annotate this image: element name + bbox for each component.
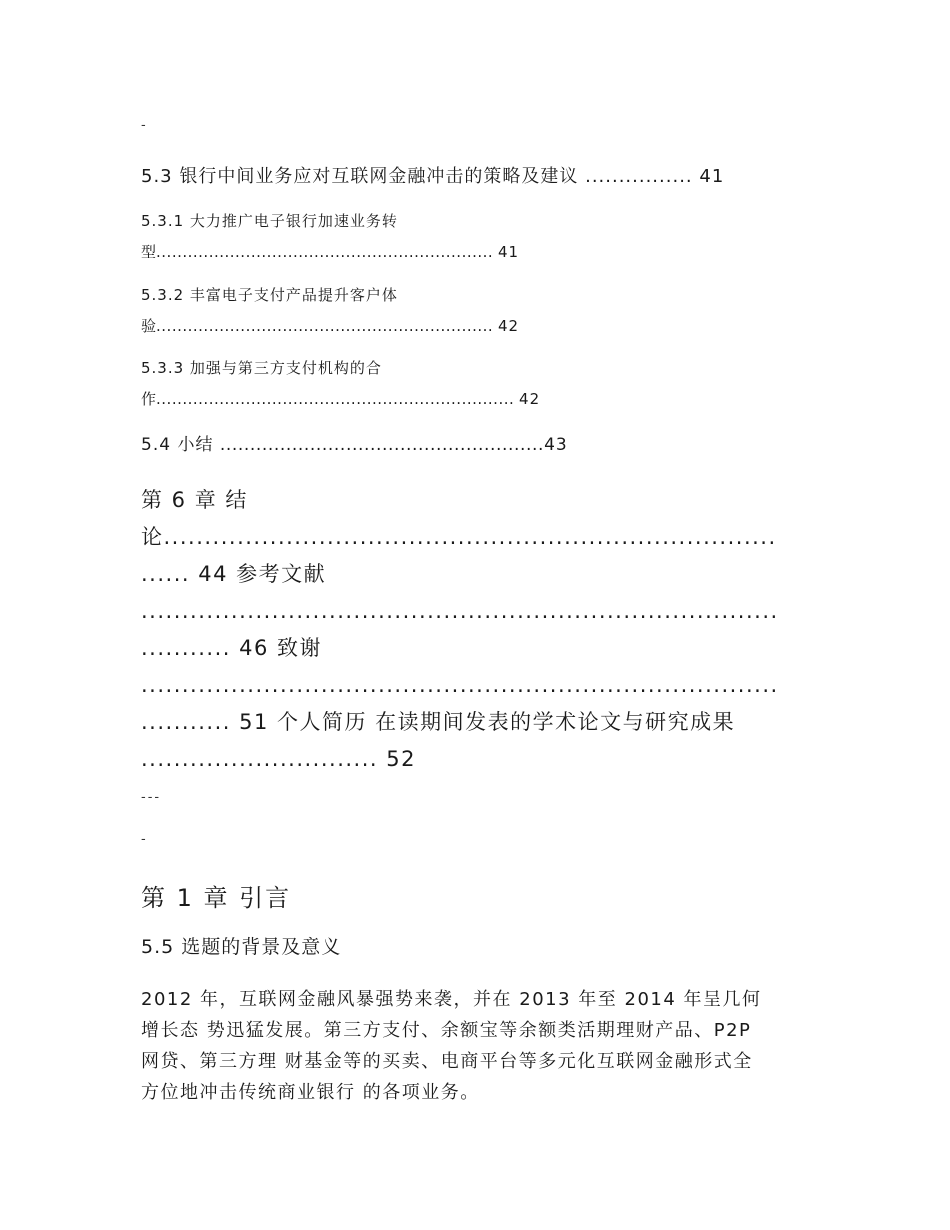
toc-label: 5.3.3 加强与第三方支付机构的合 <box>141 359 382 377</box>
toc-label: 5.4 小结 <box>141 435 214 455</box>
toc-ch6-line4: .............................................................................. <box>141 599 779 623</box>
toc-label: 5.3 银行中间业务应对互联网金融冲击的策略及建议 <box>141 166 579 187</box>
toc-entry-5-3-1[interactable] <box>141 210 519 262</box>
toc-label-continued: 验 <box>141 317 157 335</box>
toc-ch6-line8: ............................. 52 <box>141 747 416 771</box>
toc-ch6-line2: 论........................................................................... <box>141 525 777 549</box>
toc-page-number: 42 <box>519 390 541 408</box>
toc-ch6-line1: 第 6 章 结 <box>141 488 248 512</box>
separator-top: - <box>141 118 146 133</box>
toc-ch6-line3: ...... 44 参考文献 <box>141 562 327 586</box>
toc-label: 5.3.2 丰富电子支付产品提升客户体 <box>141 286 398 304</box>
toc-entry-5-3-2[interactable] <box>141 284 519 336</box>
toc-ch6-line6: .............................................................................. <box>141 673 779 697</box>
paragraph-line: 2012 年，互联网金融风暴强势来袭，并在 2013 年至 2014 年呈几何 <box>141 989 762 1010</box>
toc-label-continued: 型 <box>141 243 157 261</box>
toc-page-number: 41 <box>497 243 520 261</box>
toc-entry-5-3[interactable] <box>141 162 724 188</box>
toc-page-number: 43 <box>544 435 568 455</box>
paragraph-line: 增长态 势迅猛发展。第三方支付、余额宝等余额类活期理财产品、P2P <box>141 1020 752 1041</box>
toc-label: 5.3.1 大力推广电子银行加速业务转 <box>141 212 398 230</box>
toc-label-continued: 作 <box>141 390 157 408</box>
toc-leader-dots: ................................................................ <box>156 317 494 335</box>
paragraph-line: 网贷、第三方理 财基金等的买卖、电商平台等多元化互联网金融形式全 <box>141 1051 753 1072</box>
separator-middle: --- <box>141 790 162 805</box>
section-title: 5.5 选题的背景及意义 <box>141 936 342 958</box>
toc-entry-5-4[interactable] <box>141 430 568 455</box>
toc-page-number: 42 <box>497 317 520 335</box>
toc-page-number: 41 <box>699 166 725 187</box>
toc-leader-dots: ................ <box>585 166 693 187</box>
paragraph-line: 方位地冲击传统商业银行 的各项业务。 <box>141 1082 480 1103</box>
chapter-title: 第 1 章 引言 <box>141 884 292 912</box>
toc-entry-5-3-3[interactable] <box>141 357 540 409</box>
separator-bottom: - <box>141 832 146 847</box>
toc-leader-dots: ...................................................... <box>219 435 545 455</box>
toc-leader-dots: ................................................................ <box>156 243 494 261</box>
toc-ch6-line7: ........... 51 个人简历 在读期间发表的学术论文与研究成果 <box>141 710 736 734</box>
body-paragraph <box>141 984 762 1108</box>
toc-chapter-6-block[interactable] <box>141 482 806 778</box>
toc-leader-dots: .................................................................... <box>156 390 515 408</box>
toc-ch6-line5: ........... 46 致谢 <box>141 636 323 660</box>
